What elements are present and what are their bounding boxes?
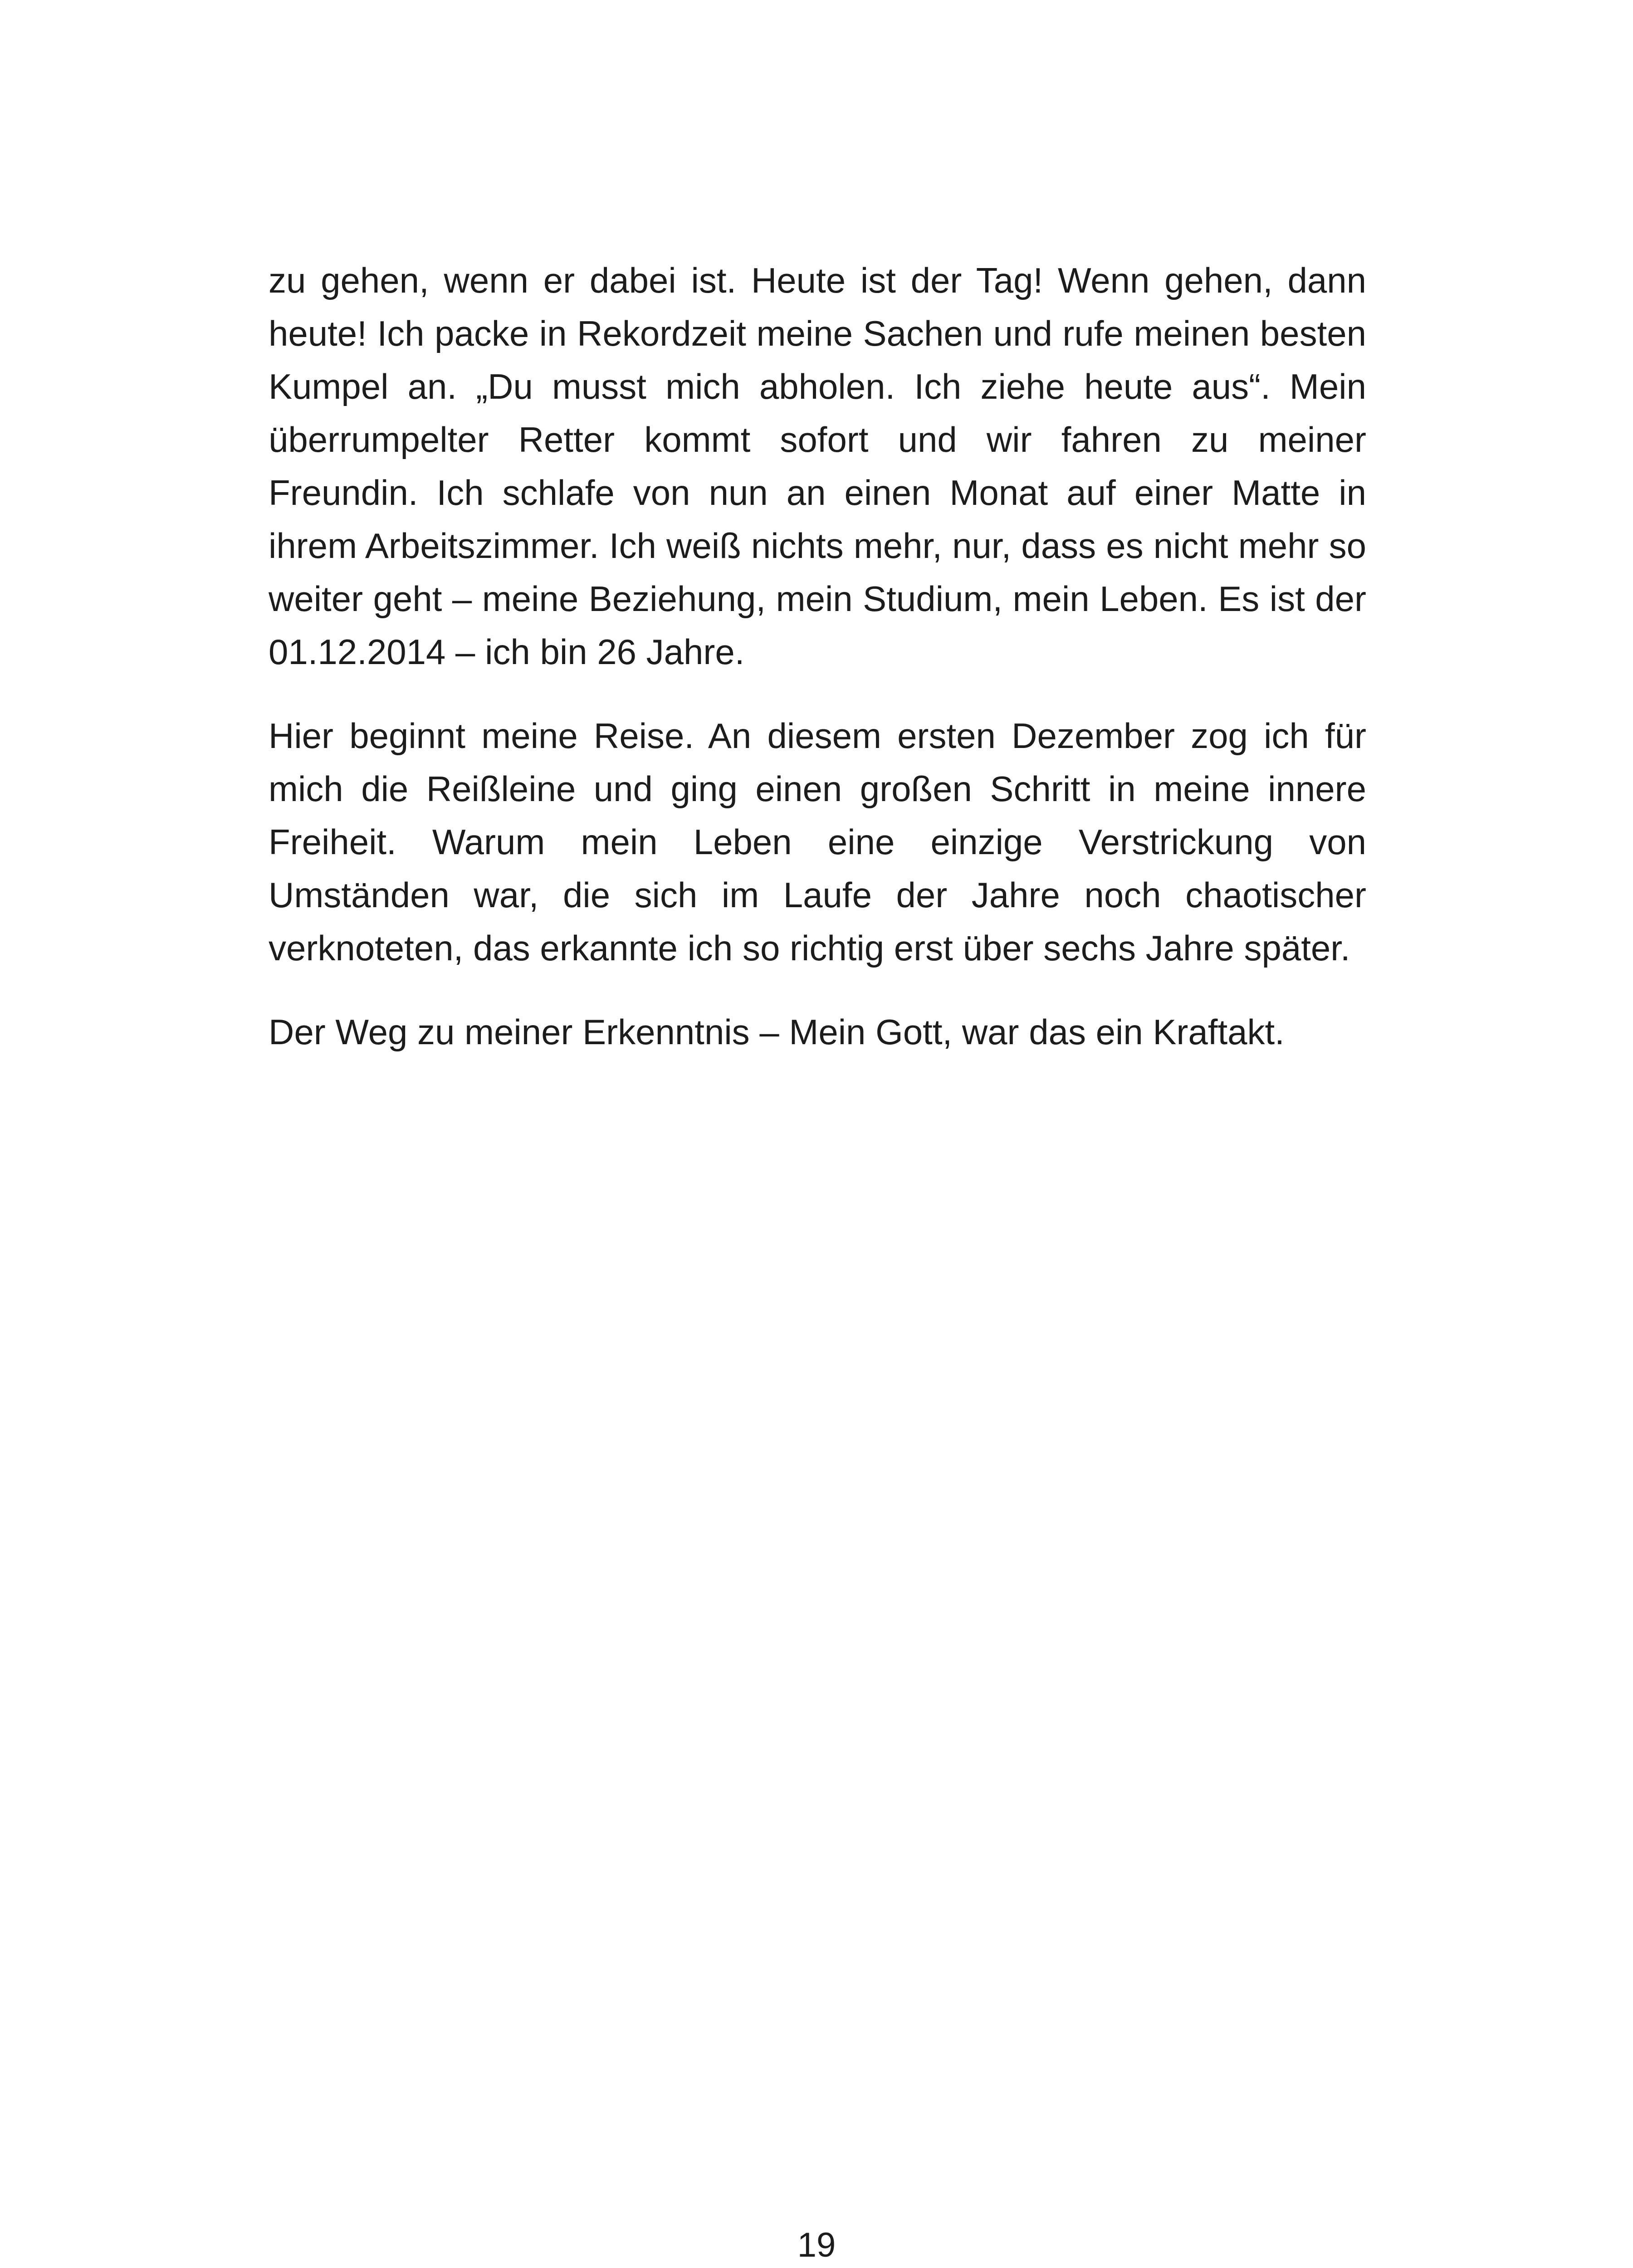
page-number: 19 <box>797 2226 836 2264</box>
paragraph: zu gehen, wenn er dabei ist. Heute ist der Tag! Wenn gehen, dann heute! Ich packe in Rekordzeit meine Sachen und rufe meinen besten Kumpel an. „Du musst mich abholen. Ich ziehe heute aus“. Mein überrumpelter Retter kommt sofort und wir fahren zu meiner Freundin. Ich schlafe von nun an einen Monat auf einer Matte in ihrem Arbeitszimmer. Ich weiß nichts mehr, nur, dass es nicht mehr so weiter geht – meine Beziehung, mein Studium, mein Leben. Es ist der 01.12.2014 – ich bin 26 Jahre. <box>269 260 1366 672</box>
paragraph: Der Weg zu meiner Erkenntnis – Mein Gott, war das ein Kraftakt. <box>269 1012 1285 1052</box>
paragraph: Hier beginnt meine Reise. An diesem ersten Dezember zog ich für mich die Reißleine und ging einen großen Schritt in meine innere Freiheit. Warum mein Leben eine einzige Verstrickung von Umständen war, die sich im Laufe der Jahre noch chaotischer verknoteten, das erkannte ich so richtig erst über sechs Jahre später. <box>269 716 1366 968</box>
body-text <box>269 254 1366 1090</box>
